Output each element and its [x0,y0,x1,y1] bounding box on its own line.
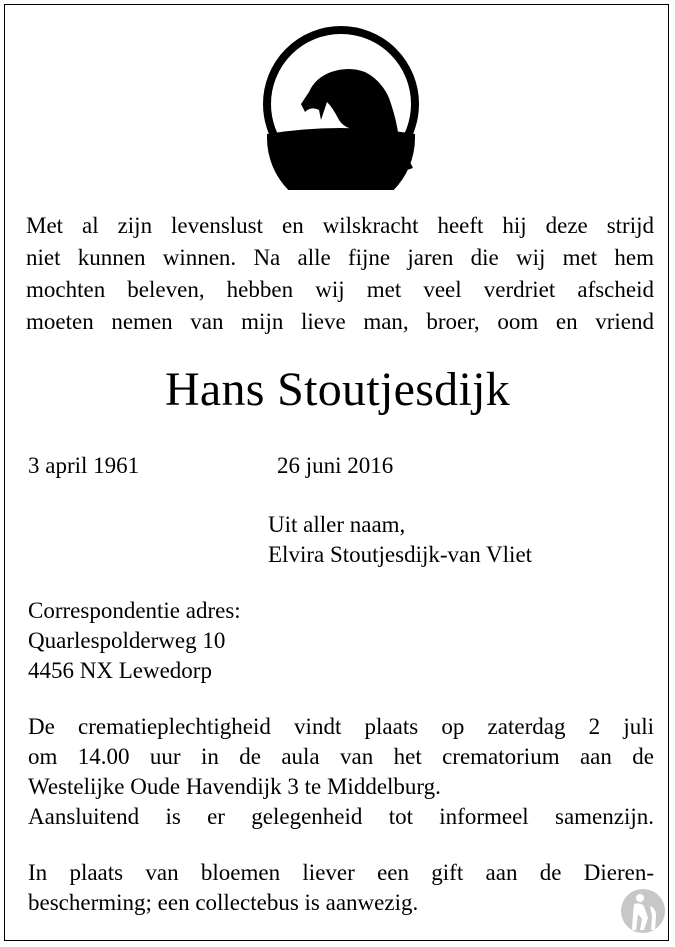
death-date: 26 juni 2016 [277,453,394,478]
ceremony-line: De crematieplechtigheid vindt plaats op zaterdag 2 juli [28,714,654,739]
birth-date: 3 april 1961 [28,453,140,478]
intro-line: niet kunnen winnen. Na alle fijne jaren die wij met hem [26,245,654,270]
intro-line: mochten beleven, hebben wij met veel verdriet afscheid [26,277,654,302]
address-line: Correspondentie adres: [28,598,241,623]
ceremony-line: Westelijke Oude Havendijk 3 te Middelburg. [28,774,441,799]
signoff-line: Uit aller naam, [268,512,406,537]
correspondence-address [28,596,241,686]
ceremony-line: om 14.00 uur in de aula van het crematorium aan de [28,744,654,769]
signoff [268,510,532,570]
address-line: Quarlespolderweg 10 [28,628,226,653]
mourning-figure-icon [620,888,666,934]
deceased-name: Hans Stoutjesdijk [164,363,511,416]
flowers-line: bescherming; een collectebus is aanwezig. [28,890,419,915]
address-line: 4456 NX Lewedorp [28,658,212,683]
flowers-paragraph [28,858,654,918]
intro-line: moeten nemen van mijn lieve man, broer, oom en vriend [26,309,654,334]
ceremony-line: Aansluitend is er gelegenheid tot informeel samenzijn. [28,804,654,829]
flowers-line: In plaats van bloemen liever een gift aan de Dieren- [28,860,654,885]
intro-line: Met al zijn levenslust en wilskracht heeft hij deze strijd [26,213,654,238]
raven-in-circle-icon [257,22,425,190]
signoff-line: Elvira Stoutjesdijk-van Vliet [268,542,533,567]
ceremony-paragraph [28,712,654,832]
intro-paragraph [26,210,654,338]
